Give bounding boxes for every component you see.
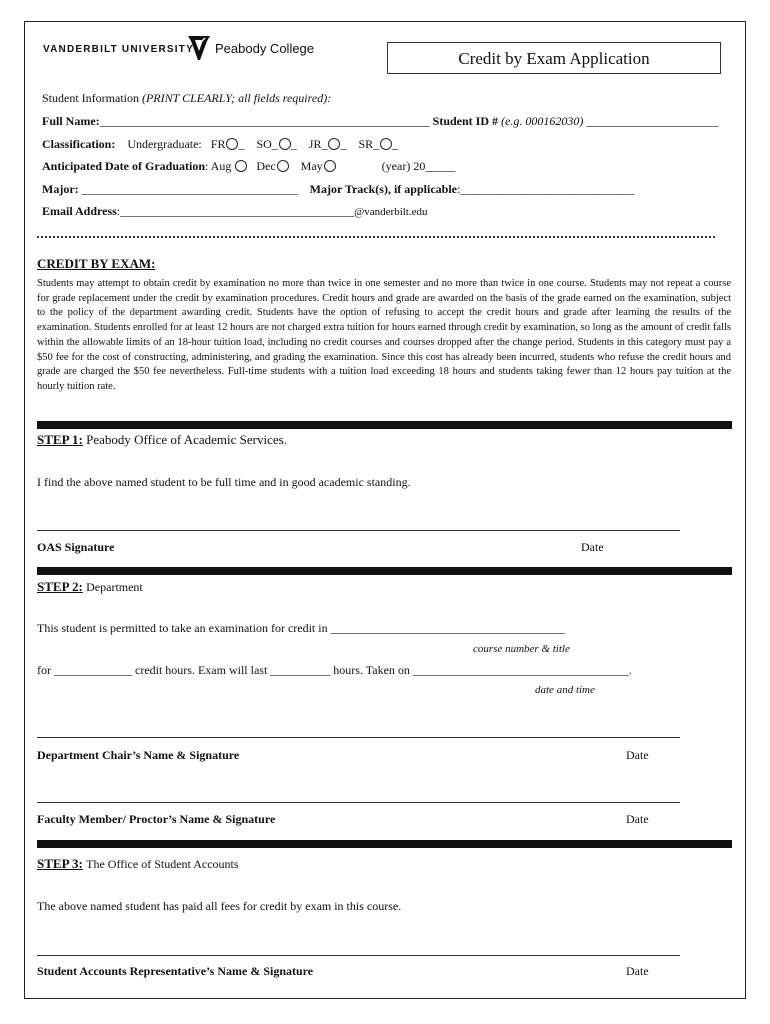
so-radio[interactable] (279, 138, 291, 150)
email-field[interactable]: :_______________________________________ (116, 204, 355, 218)
step2-heading: STEP 2: Department (37, 579, 143, 594)
classification-label: Classification: (42, 137, 116, 151)
step3-statement: The above named student has paid all fees for credit by exam in this course. (37, 899, 402, 913)
step1-statement: I find the above named student to be full time and in good academic standing. (37, 475, 411, 489)
classification-row: Classification: Undergraduate: FR _ SO_ _ JR_ _ SR_ _ (42, 137, 399, 151)
email-row (42, 204, 428, 219)
chair-signature-line[interactable] (37, 737, 680, 738)
hours-and-date-fields[interactable]: for _____________ credit hours. Exam will last __________ hours. Taken on ____________________________________. (37, 663, 632, 677)
major-track-label: Major Track(s), if applicable (309, 182, 457, 196)
fr-radio[interactable] (226, 138, 238, 150)
section-bar-3 (37, 840, 732, 848)
oas-signature-line[interactable] (37, 530, 680, 531)
university-logo-text: VANDERBILT UNIVERSITY (43, 44, 194, 55)
course-hint: course number & title (473, 643, 570, 655)
major-label: Major: (42, 182, 79, 196)
full-name-row (42, 114, 718, 129)
chair-date-label: Date (626, 748, 649, 762)
step3-heading: STEP 3: The Office of Student Accounts (37, 856, 239, 871)
dec-radio[interactable] (277, 160, 289, 172)
student-info-heading: Student Information (PRINT CLEARLY; all fields required): (42, 91, 332, 105)
undergraduate-label: Undergraduate: (127, 137, 202, 151)
section-bar-2 (37, 567, 732, 575)
graduation-label: Anticipated Date of Graduation (42, 159, 205, 173)
aug-radio[interactable] (235, 160, 247, 172)
faculty-signature-line[interactable] (37, 802, 680, 803)
student-id-field[interactable]: ______________________ (586, 114, 719, 128)
graduation-year-field[interactable]: (year) 20_____ (381, 159, 456, 173)
full-name-field[interactable]: _______________________________________________________ (99, 114, 430, 128)
email-label: Email Address (42, 204, 117, 218)
oas-date-label: Date (581, 540, 604, 554)
accounts-signature-line[interactable] (37, 955, 680, 956)
form-title: Credit by Exam Application (387, 42, 721, 74)
jr-radio[interactable] (328, 138, 340, 150)
college-name: Peabody College (215, 41, 315, 56)
sr-radio[interactable] (380, 138, 392, 150)
major-row (42, 182, 634, 197)
student-id-label: Student ID # (432, 114, 499, 128)
date-hint: date and time (535, 684, 595, 696)
accounts-date-label: Date (626, 964, 649, 978)
full-name-label: Full Name: (42, 114, 100, 128)
accounts-signature-label: Student Accounts Representative’s Name & Signature (37, 964, 314, 978)
major-field[interactable]: ____________________________________ (81, 182, 298, 196)
oas-signature-label: OAS Signature (37, 540, 115, 554)
may-radio[interactable] (324, 160, 336, 172)
credit-by-exam-heading: CREDIT BY EXAM: (37, 256, 156, 271)
section-bar-1 (37, 421, 732, 429)
dotted-divider (37, 236, 715, 238)
vanderbilt-v-logo-icon (187, 35, 211, 61)
graduation-row: Anticipated Date of Graduation: Aug Dec May (year) 20_____ (42, 159, 456, 173)
step1-heading: STEP 1: Peabody Office of Academic Services. (37, 432, 287, 447)
credit-by-exam-policy: Students may attempt to obtain credit by examination no more than twice in one semester and no more than twice in one course. Students may not repeat a course for grade replacement under the credit by examination procedures. Credit hours and grade are awarded on the basis of the grade earned on the examination, subject to the policy of the department awarding credit. Students have the option of refusing to accept the credit hours and grade after learning the results of the examination. Students enrolled for at least 12 hours are not charged extra tuition for hours earned through credit by examination, so long as the amount of credit falls within the allowable limits of an 18-hour tuition load, including no credit courses and courses dropped after the change period. Students in this category must pay a $50 fee for the cost of constructing, administering, and grading the examination. Since this cost has already been incurred, students who refuse the credit hours and grade are charged the $50 fee nevertheless. Full-time students with a tuition load exceeding 18 hours and students taking fewer than 12 hours pay tuition at the hourly tuition rate. (37, 278, 731, 392)
chair-signature-label: Department Chair’s Name & Signature (37, 748, 240, 762)
email-domain: @vanderbilt.edu (354, 206, 428, 218)
faculty-signature-label: Faculty Member/ Proctor’s Name & Signature (37, 812, 276, 826)
student-id-example: (e.g. 000162030) (501, 114, 584, 128)
faculty-date-label: Date (626, 812, 649, 826)
major-track-field[interactable]: :_____________________________ (456, 182, 635, 196)
course-field[interactable]: This student is permitted to take an examination for credit in _______________________________________ (37, 621, 565, 635)
